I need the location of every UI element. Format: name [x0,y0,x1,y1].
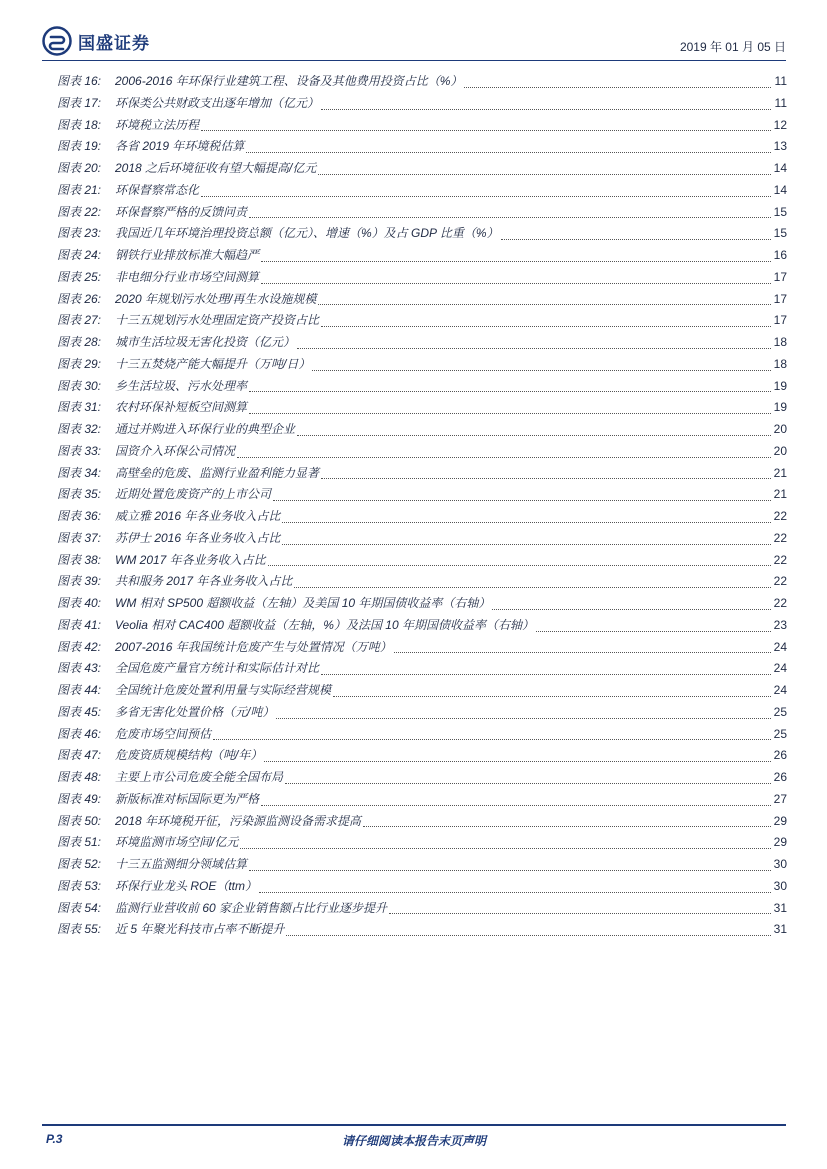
toc-leader-dots [321,673,771,675]
toc-leader-dots [285,782,771,784]
toc-leader-dots [246,151,771,153]
toc-leader-dots [389,912,771,914]
toc-entry-label: 图表 45: [57,704,102,719]
toc-entry-page: 24 [773,683,787,697]
toc-entry-page: 18 [773,335,787,349]
toc-entry-page: 30 [773,878,787,893]
toc-leader-dots [333,695,771,697]
toc-leader-dots [282,521,771,523]
toc-entry[interactable] [57,746,787,768]
toc-entry-label: 图表 35: [57,487,102,502]
toc-leader-dots [286,934,771,936]
toc-leader-dots [321,325,771,327]
toc-entry-label: 图表 48: [57,770,102,784]
toc-leader-dots [276,717,771,719]
toc-entry[interactable] [57,833,787,855]
toc-entry[interactable] [57,768,787,790]
toc-leader-dots [297,347,771,349]
toc-leader-dots [394,651,771,653]
toc-entry-title: 城市生活垃圾无害化投资（亿元） [115,335,296,349]
page-footer [42,1132,786,1152]
toc-entry[interactable] [57,116,787,138]
toc-entry[interactable] [57,268,787,290]
toc-entry-label: 图表 23: [57,226,102,241]
toc-entry-page: 24 [773,661,787,676]
toc-entry[interactable] [57,311,787,333]
toc-entry[interactable] [57,94,787,116]
toc-entry-page: 29 [773,835,787,850]
toc-entry-page: 21 [773,487,787,502]
toc-entry[interactable] [57,812,787,834]
toc-entry-label: 图表 36: [57,509,102,523]
toc-entry-title: 十三五焚烧产能大幅提升（万吨/日） [115,356,311,371]
toc-leader-dots [261,804,771,806]
toc-entry-title: 国资介入环保公司情况 [115,443,236,458]
toc-entry-title: 乡生活垃圾、污水处理率 [115,378,248,393]
toc-entry-page: 26 [773,748,787,763]
toc-entry-page: 22 [773,552,787,567]
toc-entry-page: 14 [773,182,787,197]
toc-entry-title: 多省无害化处置价格（元/吨） [115,704,275,719]
toc-entry[interactable] [57,203,787,225]
toc-leader-dots [249,216,771,218]
toc-leader-dots [237,456,771,458]
toc-entry[interactable] [57,181,787,203]
toc-entry-label: 图表 19: [57,139,102,154]
toc-entry-title: Veolia 相对 CAC400 超额收益（左轴，%）及法国 10 年期国债收益率（右轴） [115,617,534,632]
toc-entry-page: 11 [774,74,787,88]
toc-entry[interactable] [57,159,787,181]
toc-entry-page: 21 [773,465,787,480]
toc-entry-title: 共和服务 2017 年各业务收入占比 [115,574,293,589]
toc-entry[interactable] [57,877,787,899]
toc-entry-title: 主要上市公司危废全能全国布局 [115,770,284,784]
toc-entry-page: 29 [773,813,787,828]
toc-entry-label: 图表 44: [57,683,102,697]
toc-entry-label: 图表 32: [57,422,102,436]
toc-entry-label: 图表 46: [57,726,102,741]
toc-entry[interactable] [57,224,787,246]
toc-leader-dots [312,369,771,371]
toc-entry[interactable] [57,529,787,551]
toc-leader-dots [240,847,771,849]
toc-entry-label: 图表 24: [57,248,102,262]
toc-entry[interactable] [57,616,787,638]
toc-entry-title: 2018 之后环境征收有望大幅提高/亿元 [115,161,317,175]
toc-entry-label: 图表 34: [57,465,102,480]
toc-entry-page: 19 [773,400,787,415]
toc-leader-dots [297,434,771,436]
toc-entry-title: 十三五规划污水处理固定资产投资占比 [115,313,320,328]
toc-entry-page: 15 [773,204,787,219]
toc-entry-label: 图表 52: [57,857,102,871]
toc-entry-page: 20 [773,422,787,436]
toc-entry-title: 监测行业营收前 60 家企业销售额占比行业逐步提升 [115,900,388,915]
toc-entry[interactable] [57,442,787,464]
toc-entry-title: 各省 2019 年环境税估算 [115,139,245,154]
toc-entry[interactable] [57,464,787,486]
toc-entry-page: 22 [773,596,787,610]
toc-entry-title: 环保督察严格的反馈问责 [115,204,248,219]
toc-entry-label: 图表 31: [57,400,102,415]
toc-entry-label: 图表 20: [57,161,102,175]
toc-entry-page: 30 [773,857,787,871]
toc-entry-title: 钢铁行业排放标准大幅趋严 [115,248,260,262]
toc-entry[interactable] [57,137,787,159]
toc-entry-label: 图表 18: [57,117,102,132]
toc-entry-title: WM 2017 年各业务收入占比 [115,552,266,567]
toc-entry-page: 27 [773,791,787,806]
toc-entry-page: 19 [773,378,787,393]
toc-entry[interactable] [57,377,787,399]
toc-entry-label: 图表 21: [57,182,102,197]
toc-entry-label: 图表 29: [57,356,102,371]
toc-entry-title: 2020 年规划污水处理/再生水设施规模 [115,291,317,306]
toc-entry[interactable] [57,355,787,377]
toc-entry-label: 图表 30: [57,378,102,393]
toc-entry-page: 22 [773,509,787,523]
toc-entry[interactable] [57,659,787,681]
brand-name: 国盛证券 [78,33,150,54]
toc-entry[interactable] [57,551,787,573]
toc-entry-title: 非电细分行业市场空间测算 [115,269,260,284]
toc-entry[interactable] [57,725,787,747]
toc-entry-label: 图表 33: [57,443,102,458]
toc-entry[interactable] [57,246,787,268]
toc-leader-dots [321,108,771,110]
toc-entry[interactable] [57,485,787,507]
brand-logo [42,24,150,58]
toc-entry-page: 16 [773,248,787,262]
toc-entry-page: 17 [773,269,787,284]
toc-entry-label: 图表 28: [57,335,102,349]
toc-entry-label: 图表 51: [57,835,102,850]
toc-entry-label: 图表 26: [57,291,102,306]
toc-entry-label: 图表 54: [57,900,102,915]
toc-entry-title: WM 相对 SP500 超额收益（左轴）及美国 10 年期国债收益率（右轴） [115,596,491,610]
toc-entry[interactable] [57,420,787,442]
toc-entry-page: 11 [774,95,787,110]
toc-entry-title: 环境监测市场空间/亿元 [115,835,239,850]
toc-entry-title: 环境税立法历程 [115,117,200,132]
toc-entry-label: 图表 17: [57,95,102,110]
toc-entry-label: 图表 25: [57,269,102,284]
toc-leader-dots [249,412,771,414]
toc-leader-dots [318,173,771,175]
toc-entry-label: 图表 38: [57,552,102,567]
toc-entry-label: 图表 50: [57,813,102,828]
toc-entry-page: 12 [773,117,787,132]
toc-entry[interactable] [57,855,787,877]
toc-entry[interactable] [57,290,787,312]
toc-leader-dots [249,869,771,871]
toc-leader-dots [268,564,771,566]
toc-leader-dots [201,129,771,131]
toc-entry[interactable] [57,594,787,616]
toc-entry-title: 高壁垒的危废、监测行业盈利能力显著 [115,465,320,480]
toc-entry-title: 危废资质规模结构（吨/年） [115,748,263,763]
toc-entry-title: 威立雅 2016 年各业务收入占比 [115,509,281,523]
toc-entry[interactable] [57,572,787,594]
toc-entry-title: 2007-2016 年我国统计危废产生与处置情况（万吨） [115,639,392,654]
toc-entry[interactable] [57,72,787,94]
toc-leader-dots [536,630,771,632]
toc-entry-label: 图表 27: [57,313,102,328]
toc-leader-dots [363,825,771,827]
toc-leader-dots [282,543,771,545]
toc-entry-page: 15 [773,226,787,241]
toc-entry-page: 25 [773,726,787,741]
toc-leader-dots [318,303,771,305]
toc-entry-title: 十三五监测细分领域估算 [115,857,248,871]
toc-entry-page: 20 [773,443,787,458]
toc-entry-page: 31 [773,900,787,915]
toc-entry-title: 通过并购进入环保行业的典型企业 [115,422,296,436]
toc-entry-page: 17 [773,291,787,306]
toc-entry[interactable] [57,703,787,725]
report-date: 2019 年 01 月 05 日 [679,40,786,54]
toc-leader-dots [261,282,771,284]
toc-entry-title: 环保督察常态化 [115,182,200,197]
toc-entry[interactable] [57,681,787,703]
toc-entry[interactable] [57,899,787,921]
toc-entry-title: 苏伊士 2016 年各业务收入占比 [115,530,281,545]
toc-entry[interactable] [57,398,787,420]
toc-entry-page: 22 [773,530,787,545]
toc-entry-page: 24 [773,639,787,654]
toc-leader-dots [273,499,771,501]
toc-entry-title: 2006-2016 年环保行业建筑工程、设备及其他费用投资占比（%） [115,74,463,88]
toc-entry[interactable] [57,333,787,355]
toc-leader-dots [249,390,771,392]
toc-entry-title: 2018 年环境税开征，污染源监测设备需求提高 [115,813,362,828]
page-number: P.3 [46,1132,63,1146]
toc-entry-page: 17 [773,313,787,328]
toc-entry-page: 31 [773,922,787,937]
toc-entry-page: 26 [773,770,787,784]
toc-entry[interactable] [57,790,787,812]
toc-entry-page: 23 [773,617,787,632]
toc-entry-title: 全国统计危废处置利用量与实际经营规模 [115,683,332,697]
toc-entry-label: 图表 43: [57,661,102,676]
header-divider [42,60,786,61]
toc-entry-label: 图表 47: [57,748,102,763]
toc-entry-page: 13 [773,139,787,154]
toc-leader-dots [492,608,771,610]
toc-entry[interactable] [57,507,787,529]
toc-entry-label: 图表 49: [57,791,102,806]
toc-entry-title: 近 5 年聚光科技市占率不断提升 [115,922,285,937]
toc-leader-dots [261,260,771,262]
toc-leader-dots [201,195,771,197]
toc-entry-title: 新版标准对标国际更为严格 [115,791,260,806]
toc-entry-title: 危废市场空间预估 [115,726,212,741]
toc-entry-label: 图表 16: [57,74,102,88]
toc-entry-title: 全国危废产量官方统计和实际估计对比 [115,661,320,676]
toc-entry-label: 图表 39: [57,574,102,589]
brand-logo-icon [42,26,72,56]
toc-entry[interactable] [57,920,787,942]
toc-entry-label: 图表 55: [57,922,102,937]
toc-entry-page: 18 [773,356,787,371]
toc-entry-page: 25 [773,704,787,719]
toc-entry-label: 图表 22: [57,204,102,219]
toc-leader-dots [464,86,771,88]
disclaimer-note: 请仔细阅读本报告末页声明 [341,1134,486,1148]
toc-entry-label: 图表 53: [57,878,102,893]
toc-entry[interactable] [57,638,787,660]
page-header [42,24,786,62]
toc-leader-dots [294,586,771,588]
toc-entry-page: 14 [773,161,787,175]
toc-entry-label: 图表 42: [57,639,102,654]
toc-entry-title: 环保行业龙头 ROE（ttm） [115,878,258,893]
toc-leader-dots [213,738,771,740]
toc-entry-label: 图表 37: [57,530,102,545]
toc-entry-title: 环保类公共财政支出逐年增加（亿元） [115,95,320,110]
footer-divider [42,1124,786,1126]
figure-list [57,72,787,942]
toc-entry-page: 22 [773,574,787,589]
toc-leader-dots [259,891,771,893]
toc-entry-title: 我国近几年环境治理投资总额（亿元）、增速（%）及占 GDP 比重（%） [115,226,499,241]
toc-entry-label: 图表 40: [57,596,102,610]
toc-entry-title: 农村环保补短板空间测算 [115,400,248,415]
toc-leader-dots [264,760,771,762]
toc-entry-title: 近期处置危废资产的上市公司 [115,487,272,502]
toc-leader-dots [501,238,771,240]
toc-leader-dots [321,477,771,479]
toc-entry-label: 图表 41: [57,617,102,632]
